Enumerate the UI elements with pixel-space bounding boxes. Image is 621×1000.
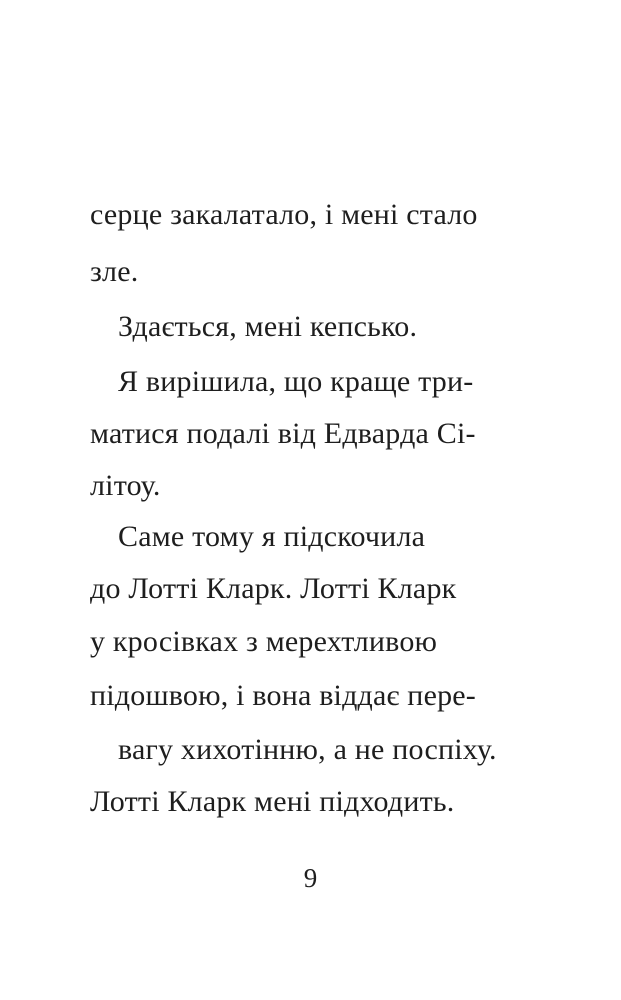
text-line-10: підошвою, і вона віддає пере- [90, 679, 476, 712]
text-line-11: вагу хихотінню, а не поспіху. [118, 733, 497, 766]
text-line-5: матися подалі від Едварда Сі- [90, 417, 476, 450]
text-line-7: Саме тому я підскочила [118, 520, 426, 553]
text-line-12: Лотті Кларк мені підходить. [90, 785, 455, 818]
text-line-1: серце закалатало, і мені стало [90, 198, 478, 231]
text-line-6: літоу. [90, 469, 161, 502]
text-line-2: зле. [90, 255, 139, 288]
text-line-4: Я вирішила, що краще три- [118, 365, 474, 398]
page-number: 9 [303, 863, 318, 893]
text-line-9: у кросівках з мерехтливою [90, 625, 438, 658]
text-line-8: до Лотті Кларк. Лотті Кларк [90, 572, 457, 605]
text-line-3: Здається, мені кепсько. [118, 310, 418, 343]
